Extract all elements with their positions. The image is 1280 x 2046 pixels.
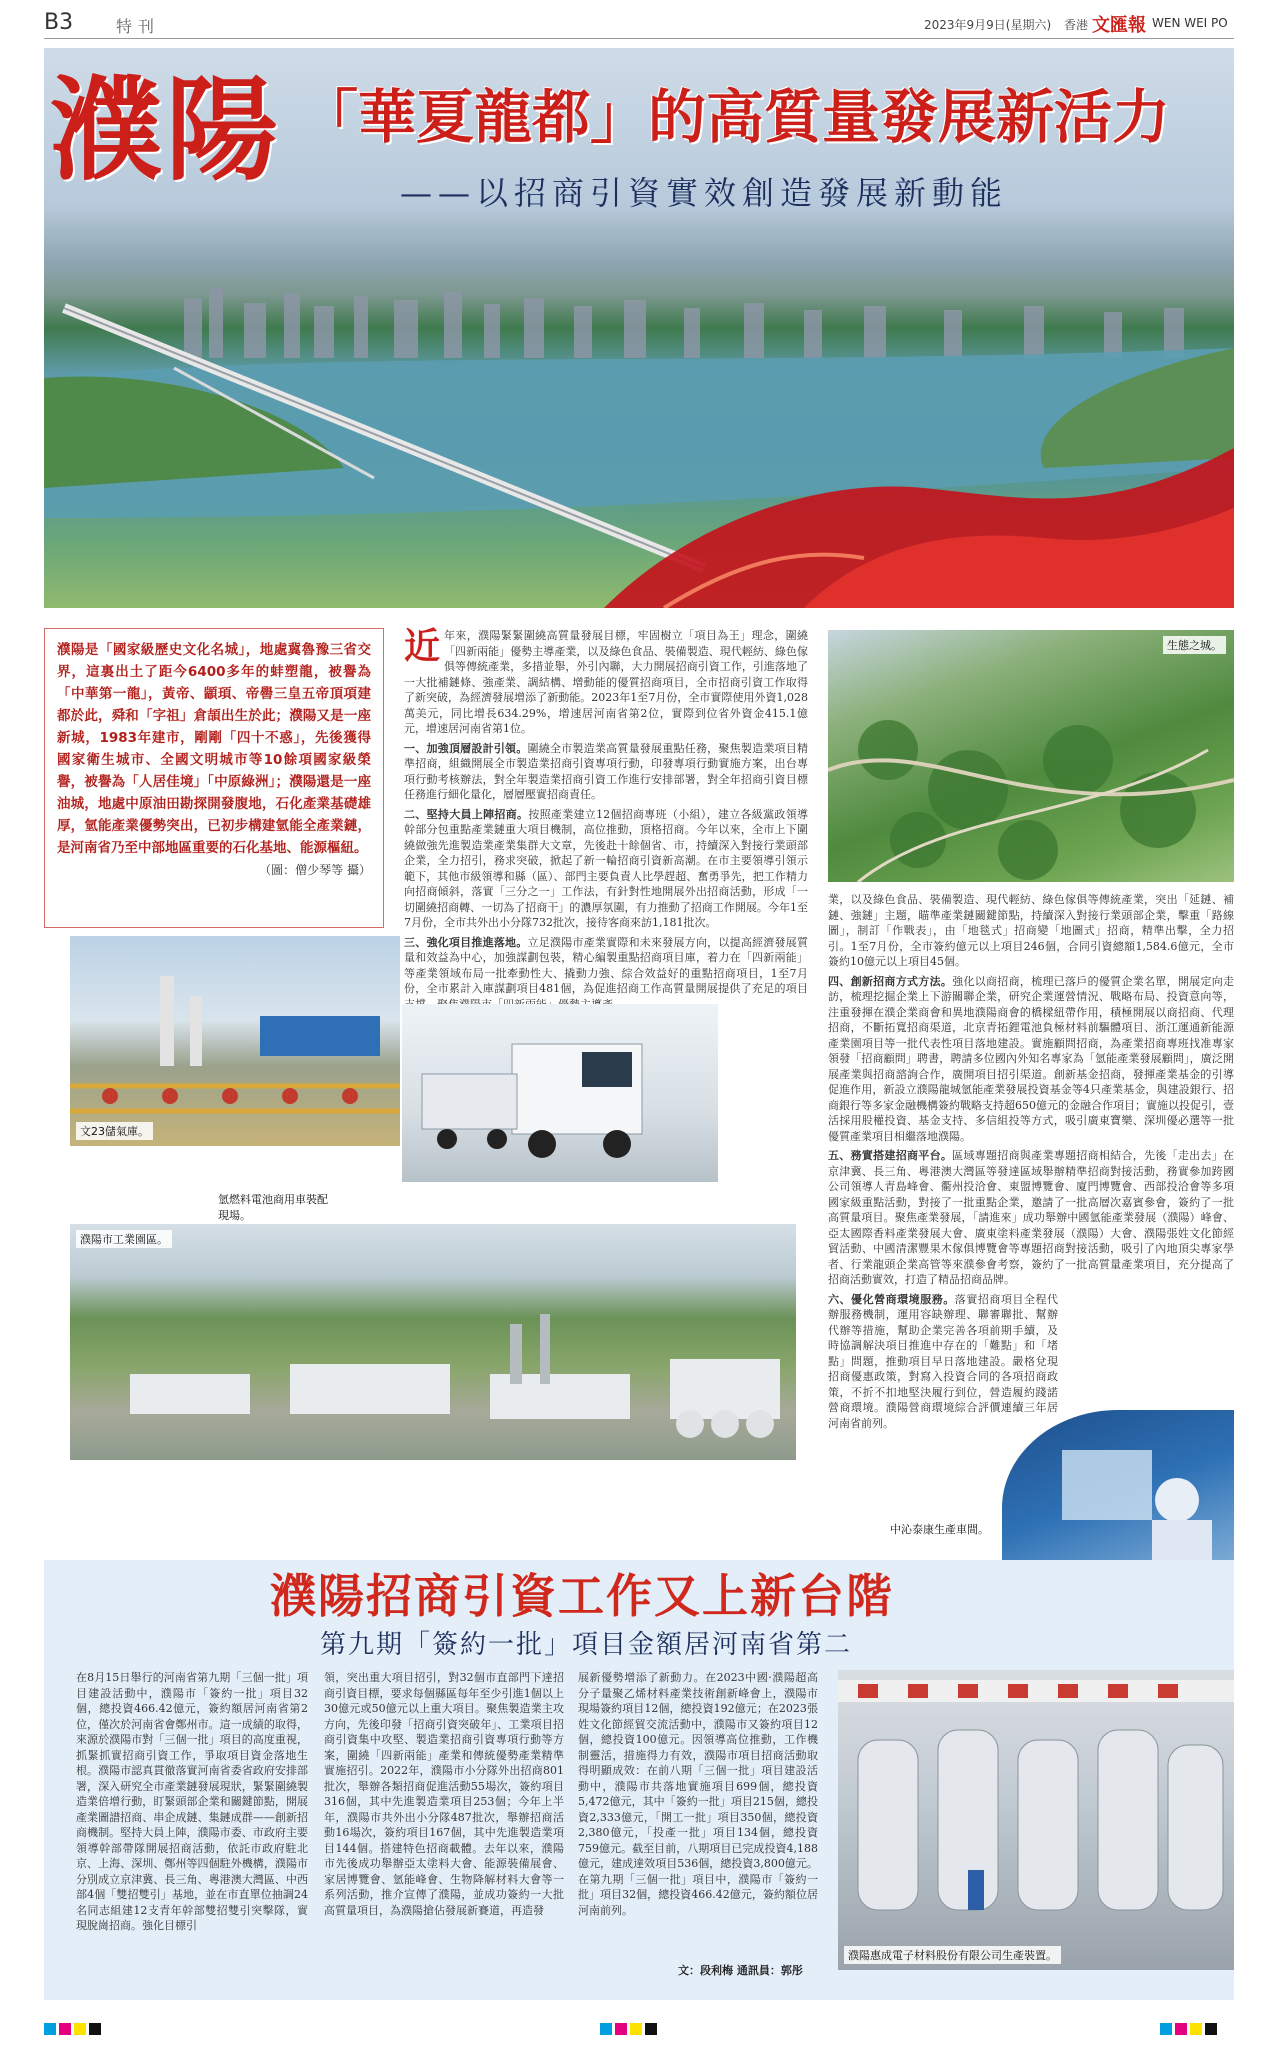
eco-city-photo [828, 630, 1234, 882]
huicheng-scene [838, 1670, 1234, 1970]
article-p5: 業，以及綠色食品、裝備製造、現代輕紡、綠色傢俱等傳統產業，突出「延鏈、補鏈、強鏈」主題，瞄準產業鏈關鍵節點，持續深入對接行業頭部企業，擊重「路線圖」，制訂「作戰表」，由「地毯式」招商變「地圖式」招商，精準出擊，全力招引。1至7月份，全市簽約億元以上項目246個，合同引資總額1,584.6億元，全市簽約10億元以上項目45個。 [828, 893, 1234, 968]
paper-prefix: 香港 [1064, 18, 1089, 32]
eco-city-scene [828, 630, 1234, 882]
industrial-park-scene [70, 1224, 796, 1460]
paper-name: 文匯報 [1092, 15, 1146, 36]
article-p8: 落實招商項目全程代辦服務機制，運用容缺辦理、聯審聯批、幫辦代辦等措施，幫助企業完善各項前期手續，及時協調解決項目推進中存在的「難點」和「堵點」問題，推動項目早日落地建設。嚴格兌現招商優惠政策，對寫入投資合同的各項招商政策，不折不扣地堅決履行到位，營造履約踐諾營商環境。濮陽營商環境綜合評價連續三年居河南省前列。 [828, 1292, 1059, 1430]
issue-date: 2023年9月9日(星期六) [924, 18, 1052, 32]
huicheng-caption: 濮陽惠成電子材料股份有限公司生產裝置。 [844, 1946, 1061, 1964]
gas-storage-caption: 文23儲氣庫。 [76, 1122, 153, 1140]
article-p7-title: 五、務實搭建招商平台。 [828, 1149, 953, 1162]
intro-text: 濮陽是「國家級歷史文化名城」，地處冀魯豫三省交界，這裏出土了距今6400多年的蚌塑龍，被譽為「中華第一龍」，黃帝、顓頊、帝嚳三皇五帝頂項建都於此，舜和「字祖」倉頡出生於此；濮陽又是一座新城，1983年建市，剛剛「四十不惑」，先後獲得國家衛生城市、全國文明城市等10餘項國家級榮譽，被譽為「人居佳境」「中原綠洲」；濮陽還是一座油城，地處中原油田勘探開發腹地，石化產業基礎雄厚，氫能產業優勢突出，已初步構建氫能全產業鏈，是河南省乃至中部地區重要的石化基地、能源樞紐。 [57, 642, 371, 856]
article-p6-title: 四、創新招商方式方法。 [828, 974, 953, 988]
article-p2: 圍繞全市製造業高質量發展重點任務，聚焦製造業項目精準招商，組織開展全市製造業招商引資專項行動，印發專項行動實施方案，出台專項行動考核辦法，對全年製造業招商引資工作進行安排部署，對全年招商引資目標任務進行細化量化，層層壓實招商責任。 [404, 741, 808, 801]
article-p4: 立足濮陽市產業實際和未來發展方向，以提高經濟發展質量和效益為中心，加強謀劃包裝，精心編製重點招商項目庫，着力在「四新兩能」等產業領域布局一批牽動性大、撬動力強、綜合效益好的重點招商項目，1至7月份，全市累計入庫謀劃項目481個，為促進招商工作高質量開展提供了充足的項目 [404, 935, 808, 995]
industrial-park-photo [70, 1224, 796, 1460]
paper-en: WEN WEI PO [1152, 16, 1228, 30]
page-header [44, 10, 1234, 36]
intro-box [44, 628, 384, 928]
second-byline: 文：段利梅 通訊員：郭彤 [678, 1964, 803, 1977]
page-code: B3 [44, 10, 74, 35]
second-subheadline: 第九期「簽約一批」項目金額居河南省第二 [320, 1630, 853, 1660]
section-name: 特刊 [116, 17, 161, 36]
color-bar-center [600, 2020, 660, 2039]
color-bar-right [1160, 2020, 1220, 2039]
second-col2: 領，突出重大項目招引，對32個市直部門下達招商引資目標，要求每個縣區每年至少引進1個以上30億元或50億元以上重大項目。聚焦製造業主攻方向，先後印發「招商引資突破年」、工業項目招商引資集中攻堅、製造業招商引資專項行動等方案，圍繞「四新兩能」產業和傳統優勢產業精準實施招引。2022年，濮陽市小分隊外出招商801批次，舉辦各類招商促進活動55場次，簽約項目316個，其中先進製造業項目253個；今年上半年，濮陽市共外出小分隊487批次，舉辦招商活動16場次，簽約項目167個，其中先進製造業項目144個。搭建特色招商載體。去年以來，濮陽市先後成功舉辦亞太塗料大會、能源裝備展會、家居博覽會、氫能峰會、生物降解材料大會等一系列活動，推介宣傳了濮陽，並成功簽約一大批高質量項目，為濮陽搶佔發展新賽道，再造發 [324, 1671, 564, 1917]
article-p8-title: 六、優化營商環境服務。 [828, 1292, 955, 1306]
header-rule [44, 38, 1234, 39]
hydrogen-car-photo [402, 1004, 718, 1182]
color-bar-left [44, 2020, 104, 2039]
article-p2-title: 一、加強頂層設計引領。 [404, 741, 528, 755]
intro-credit: （圖：僧少琴等 攝） [259, 863, 371, 877]
second-col1: 在8月15日舉行的河南省第九期「三個一批」項目建設活動中，濮陽市「簽約一批」項目32個，總投資466.42億元，簽約額居河南省第2位，僅次於河南省會鄭州市。這一成績的取得，來源於濮陽市對「三個一批」項目的高度重視，抓緊抓實招商引資工作，爭取項目資金落地生根。濮陽市認真貫徹落實河南省委省政府安排部署，深入研究全市產業鏈發展現狀，緊緊圍繞製造業倍增行動，盯緊頭部企業和關鍵節點，開展產業圖譜招商、串企成鏈、集鏈成群——創新招商機制。堅持大員上陣，濮陽市委、市政府主要領導幹部帶隊開展招商活動，依託市政府駐北京、上海、深圳、鄭州等四個駐外機構，濮陽市分別成立京津冀、長三角、粵港澳大灣區、中西部4個「雙招雙引」基地，並在市直單位抽調24名同志組建12支青年幹部雙招雙引突擊隊，實現脫崗招商。強化目標引 [76, 1671, 308, 1932]
hero-headline: 「華夏龍都」的高質量發展新活力 [300, 83, 1171, 151]
article-p7: 區域專題招商與產業專題招商相結合，先後「走出去」在京津冀、長三角、粵港澳大灣區等發達區域舉辦精準招商對接活動，務實參加跨國公司領導人青島峰會、衢州投洽會、東盟博覽會、廈門博覽會、西部投洽會等多項國家級重點活動，對接了一批重點企業，邀請了一批高層次嘉賓參會，簽約了一批高質量項目。聚焦產業發展，「請進來」成功舉辦中國氫能產業發展（濮陽）峰會、亞太國際香料產業發展大會、廣東塗料產業發展（濮陽）大會、濮陽張姓文化節經貿活動、中國清潔豐果木傢俱博覽會等專題招商對接活動，吸引了內地頂尖專家學者、行業龍頭企業高管等來濮參會考察，簽約了一批高質量產業項目，充分提高了招商活動實效，打造了精品招商品牌。 [828, 1149, 1235, 1286]
main-article-col3 [828, 892, 1234, 1431]
hero-city: 濮陽 [50, 65, 282, 196]
huicheng-photo [838, 1670, 1234, 1970]
article-p4-title: 三、強化項目推進落地。 [404, 935, 528, 949]
hero-subheadline: ——以招商引資實效創造發展新動能 [400, 174, 1009, 212]
article-p3-title: 二、堅持大員上陣招商。 [404, 807, 529, 821]
hydrogen-car-caption: 氫燃料電池商用車裝配現場。 [214, 1190, 332, 1224]
zhongqin-caption: 中沁泰康生產車間。 [886, 1520, 993, 1538]
second-col3: 展新優勢增添了新動力。在2023中國·濮陽超高分子量聚乙烯材料產業技術創新峰會上，濮陽市現場簽約項目12個，總投資192億元；在2023張姓文化節經貿交流活動中，濮陽市又簽約項目12個，總投資100億元。因領導高位推動，工作機制靈活，措施得力有效，濮陽市項目招商活動取得明顯成效：在前八期「三個一批」項目建設活動中，濮陽市共落地實施項目699個，總投資5,472億元，其中「簽約一批」項目215個，總投資2,333億元，「開工一批」項目350個，總投資2,380億元，「投產一批」項目134個，總投資759億元。截至目前，八期項目已完成投資4,188億元，建成達效項目536個，總投資3,800億元。在第九期「三個一批」項目中，濮陽市「簽約一批」項目32個，總投資466.42億元，簽約額位居河南前列。 [578, 1671, 818, 1917]
eco-city-caption: 生態之城。 [1163, 636, 1226, 654]
article-p1: 年來，濮陽緊緊圍繞高質量發展目標，牢固樹立「項目為王」理念，圍繞「四新兩能」優勢主導產業，以及綠色食品、裝備製造、現代輕紡、綠色傢俱等傳統產業，多措並舉，外引內聯，大力開展招商引資工作，引進落地了一大批補鏈條、強產業、調結構、增動能的優質招商項目，全市招商引資工作取得了新突破，為經濟發展增添了新動能。2023年1至7月份，全市實際使用外資1,028萬美元，同比增長634.29%，增速居河南省第2位，實際到位省外資金415.1億元，增速居河南省第1位。 [404, 629, 808, 735]
hydrogen-car-scene [402, 1004, 718, 1182]
second-headline: 濮陽招商引資工作又上新台階 [270, 1569, 894, 1623]
main-article-col1 [404, 625, 809, 1012]
dropcap: 近 [404, 625, 441, 667]
article-p6: 強化以商招商，梳理已落戶的優質企業名單，開展定向走訪，梳理挖掘企業上下游關聯企業，研究企業運營情況、戰略布局、投資意向等，注重發揮在濮企業商會和異地濮陽商會的橋樑紐帶作用，積極開展以商招商、代理招商，不斷拓寬招商渠道，北京青拓鋰電池負極材料前驅體項目、浙江運通新能源產業園項目等一批代表性項目落地建設。實施顧問招商，為產業招商專班找准專家領發「招商顧問」聘書，聘請多位國內外知名專家為「氫能產業發展顧問」，廣泛開展產業與招商諮詢合作，廣開項目招引渠道。創新基金招商，發揮產業基金的引導促進作用，新設立濮陽龍城氫能產業發展投資基金等4只產業基金，與建設銀行、招商銀行等多家金融機構簽約戰略支持超650億元的金融合作項目；實施以投促引，壹活採用股權投資、基金支持、多信組投等方式，吸引廣東寶樂、深圳優必選等一批優質產業項目相繼落地濮陽。 [828, 974, 1235, 1143]
gas-storage-scene [70, 936, 400, 1146]
gas-storage-photo [70, 936, 400, 1146]
article-p3: 按照產業建立12個招商專班（小組），建立各級黨政領導幹部分包重點產業鏈重大項目機制，高位推動，頂格招商。今年以來，全市上下圍繞做強先進製造業產業集群大文章，先後赴十餘個省、市，持續深入對接行業頭部企業，全力招引，務求突破，掀起了新一輪招商引資新高潮。在市主要領導引領示範下，其他市級領導和縣（區）、部門主要負責人比學趕超、奮勇爭先，把工作精力向招商傾斜，落實「三分之一」工作法，有針對性地開展外出招商活動，形成「一切圍繞招商轉、一切為了招商干」的濃厚氛圍，有力推動了招商工作開展。今年1至7月份，全市共外出小分隊732批次，接待客商來訪1,181批次。 [404, 807, 809, 929]
industrial-park-caption: 濮陽市工業園區。 [76, 1230, 172, 1248]
